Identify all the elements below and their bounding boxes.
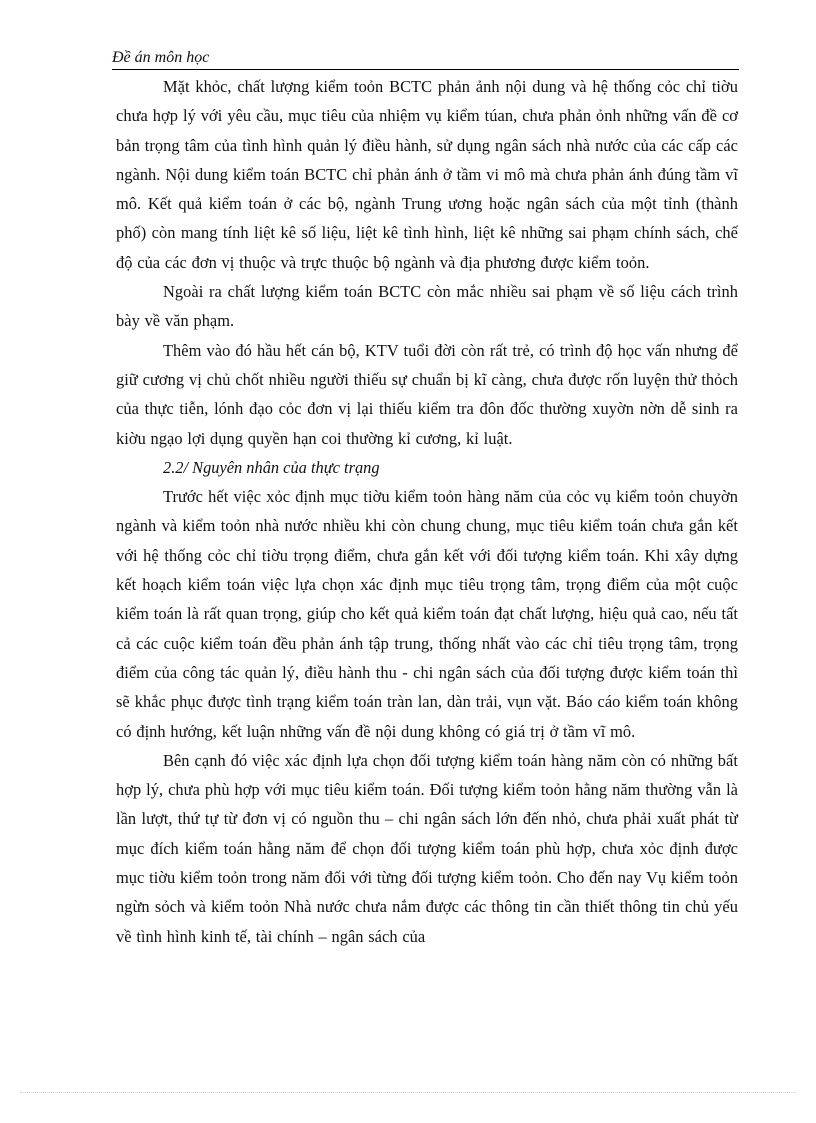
section-heading: 2.2/ Nguyên nhân của thực trạng <box>163 457 380 477</box>
header-title: Đề án môn học <box>112 49 210 66</box>
paragraph-2: Ngoài ra chất lượng kiểm toán BCTC còn mắc nhiều sai phạm về số liệu cách trình bày về văn phạm. <box>116 282 738 331</box>
document-body <box>116 72 738 951</box>
page-header <box>112 48 739 70</box>
paragraph-5: Bên cạnh đó việc xác định lựa chọn đối tượng kiểm toán hàng năm còn có những bất hợp lý, chưa phù hợp với mục tiêu kiểm toán. Đối tượng kiểm toỏn hằng năm thường vẫn là lần lượt, thứ tự từ đơn vị có nguồn thu – chi ngân sách lớn đến nhỏ, chưa phải xuất phát từ mục đích kiểm toán hằng năm để chọn đối tượng kiểm toán phù hợp, chưa xỏc định được mục tiờu kiểm toỏn trong năm đối với từng đối tượng kiểm toỏn. Cho đến nay Vụ kiểm toỏn ngừn sỏch và kiểm toỏn Nhà nước chưa nắm được các thông tin cần thiết thông tin chủ yếu về tình hình kinh tế, tài chính – ngân sách của <box>116 750 738 946</box>
paragraph-4: Trước hết việc xỏc định mục tiờu kiểm toỏn hàng năm của cỏc vụ kiểm toỏn chuyờn ngành và kiểm toỏn nhà nước nhiều khi còn chung chung, mục tiêu kiểm toán chưa gắn kết với hệ thống cỏc chỉ tiờu trọng điểm, chưa gắn kết với đối tượng kiểm toán. Khi xây dựng kết hoạch kiểm toán việc lựa chọn xác định mục tiêu trọng tâm, trọng điểm của một cuộc kiểm toán là rất quan trọng, giúp cho kết quả kiểm toán đạt chất lượng, hiệu quả cao, nếu tất cả các cuộc kiểm toán đều phản ánh tập trung, thống nhất vào các chỉ tiêu trọng tâm, trọng điểm của công tác quản lý, điều hành thu - chi ngân sách của đối tượng được kiểm toán thì sẽ khắc phục được tình trạng kiểm toán tràn lan, dàn trải, vụn vặt. Báo cáo kiểm toán không có định hướng, kết luận những vấn đề nội dung không có giá trị ở tầm vĩ mô. <box>116 487 738 741</box>
paragraph-3: Thêm vào đó hầu hết cán bộ, KTV tuổi đời còn rất trẻ, có trình độ học vấn nhưng để giữ cương vị chủ chốt nhiều người thiếu sự chuẩn bị kĩ càng, chưa được rốn luyện thử thỏch của thực tiễn, lónh đạo cỏc đơn vị lại thiếu kiểm tra đôn đốc thường xuyờn nờn dễ sinh ra kiờu ngạo lợi dụng quyền hạn coi thường kỉ cương, kỉ luật. <box>116 340 738 448</box>
paragraph-1: Mặt khỏc, chất lượng kiểm toỏn BCTC phản ảnh nội dung và hệ thống cỏc chỉ tiờu chưa hợp lý với yêu cầu, mục tiêu của nhiệm vụ kiểm túan, chưa phản ỏnh những vấn đề cơ bản trọng tâm của tình hình quản lý điều hành, sử dụng ngân sách nhà nước của các cấp các ngành. Nội dung kiểm toán BCTC chỉ phản ánh ở tầm vi mô mà chưa phản ánh đúng tầm vĩ mô. Kết quả kiểm toán ở các bộ, ngành Trung ương hoặc ngân sách của một tỉnh (thành phố) còn mang tính liệt kê số liệu, liệt kê tình hình, liệt kê những sai phạm chính sách, chế độ của các đơn vị thuộc và trực thuộc bộ ngành và địa phương được kiểm toỏn. <box>116 77 738 272</box>
footer-divider <box>20 1092 796 1093</box>
header-rule <box>112 69 739 70</box>
